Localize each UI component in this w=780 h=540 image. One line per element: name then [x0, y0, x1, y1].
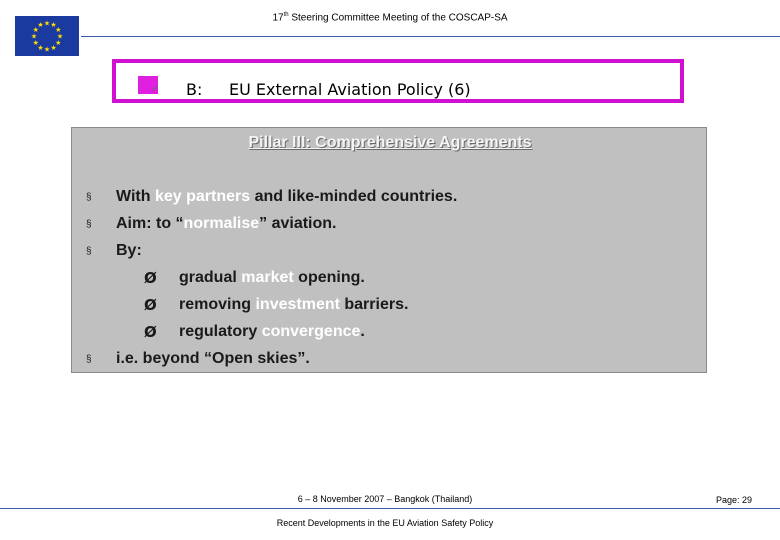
flag-star-icon: ★	[37, 44, 44, 52]
sub-item: gradual market opening.	[179, 269, 365, 286]
panel-title: Pillar III: Comprehensive Agreements	[248, 134, 532, 151]
flag-star-icon: ★	[37, 22, 44, 30]
bullet-item: Aim: to “normalise” aviation.	[116, 215, 337, 232]
bullet-icon: §	[86, 192, 92, 203]
flag-star-icon: ★	[43, 46, 51, 54]
bullet-icon: §	[86, 246, 92, 257]
bullet-icon: §	[86, 354, 92, 365]
flag-star-icon: ★	[50, 22, 57, 30]
arrow-bullet-icon: Ø	[144, 323, 157, 341]
flag-star-icon: ★	[43, 20, 51, 28]
meeting-title: 17th Steering Committee Meeting of the COSCAP-SA	[272, 12, 508, 24]
flag-star-icon: ★	[56, 33, 64, 41]
sub-item: removing investment barriers.	[179, 296, 409, 313]
page-number: Page: 29	[715, 495, 752, 505]
sub-item: regulatory convergence.	[179, 323, 365, 340]
header-divider	[81, 36, 780, 37]
section-marker-icon	[138, 76, 158, 94]
bullet-icon: §	[86, 219, 92, 230]
flag-star-icon: ★	[55, 40, 62, 47]
footer-caption: Recent Developments in the EU Aviation Safety Policy	[276, 518, 494, 528]
footer-divider	[0, 508, 780, 509]
content-panel	[71, 127, 707, 373]
flag-star-icon: ★	[32, 40, 39, 47]
bullet-item: With key partners and like-minded countries.	[116, 188, 458, 205]
arrow-bullet-icon: Ø	[144, 296, 157, 314]
section-letter: B:	[186, 80, 203, 99]
event-date: 6 – 8 November 2007 – Bangkok (Thailand)	[297, 494, 473, 504]
flag-star-icon: ★	[50, 44, 57, 52]
flag-star-icon: ★	[32, 27, 39, 34]
bullet-item: i.e. beyond “Open skies”.	[116, 350, 310, 367]
flag-star-icon: ★	[55, 27, 62, 34]
arrow-bullet-icon: Ø	[144, 269, 157, 287]
section-title: EU External Aviation Policy (6)	[229, 80, 471, 99]
bullet-item: By:	[116, 242, 142, 259]
flag-star-icon: ★	[30, 33, 38, 41]
section-header	[112, 59, 684, 103]
